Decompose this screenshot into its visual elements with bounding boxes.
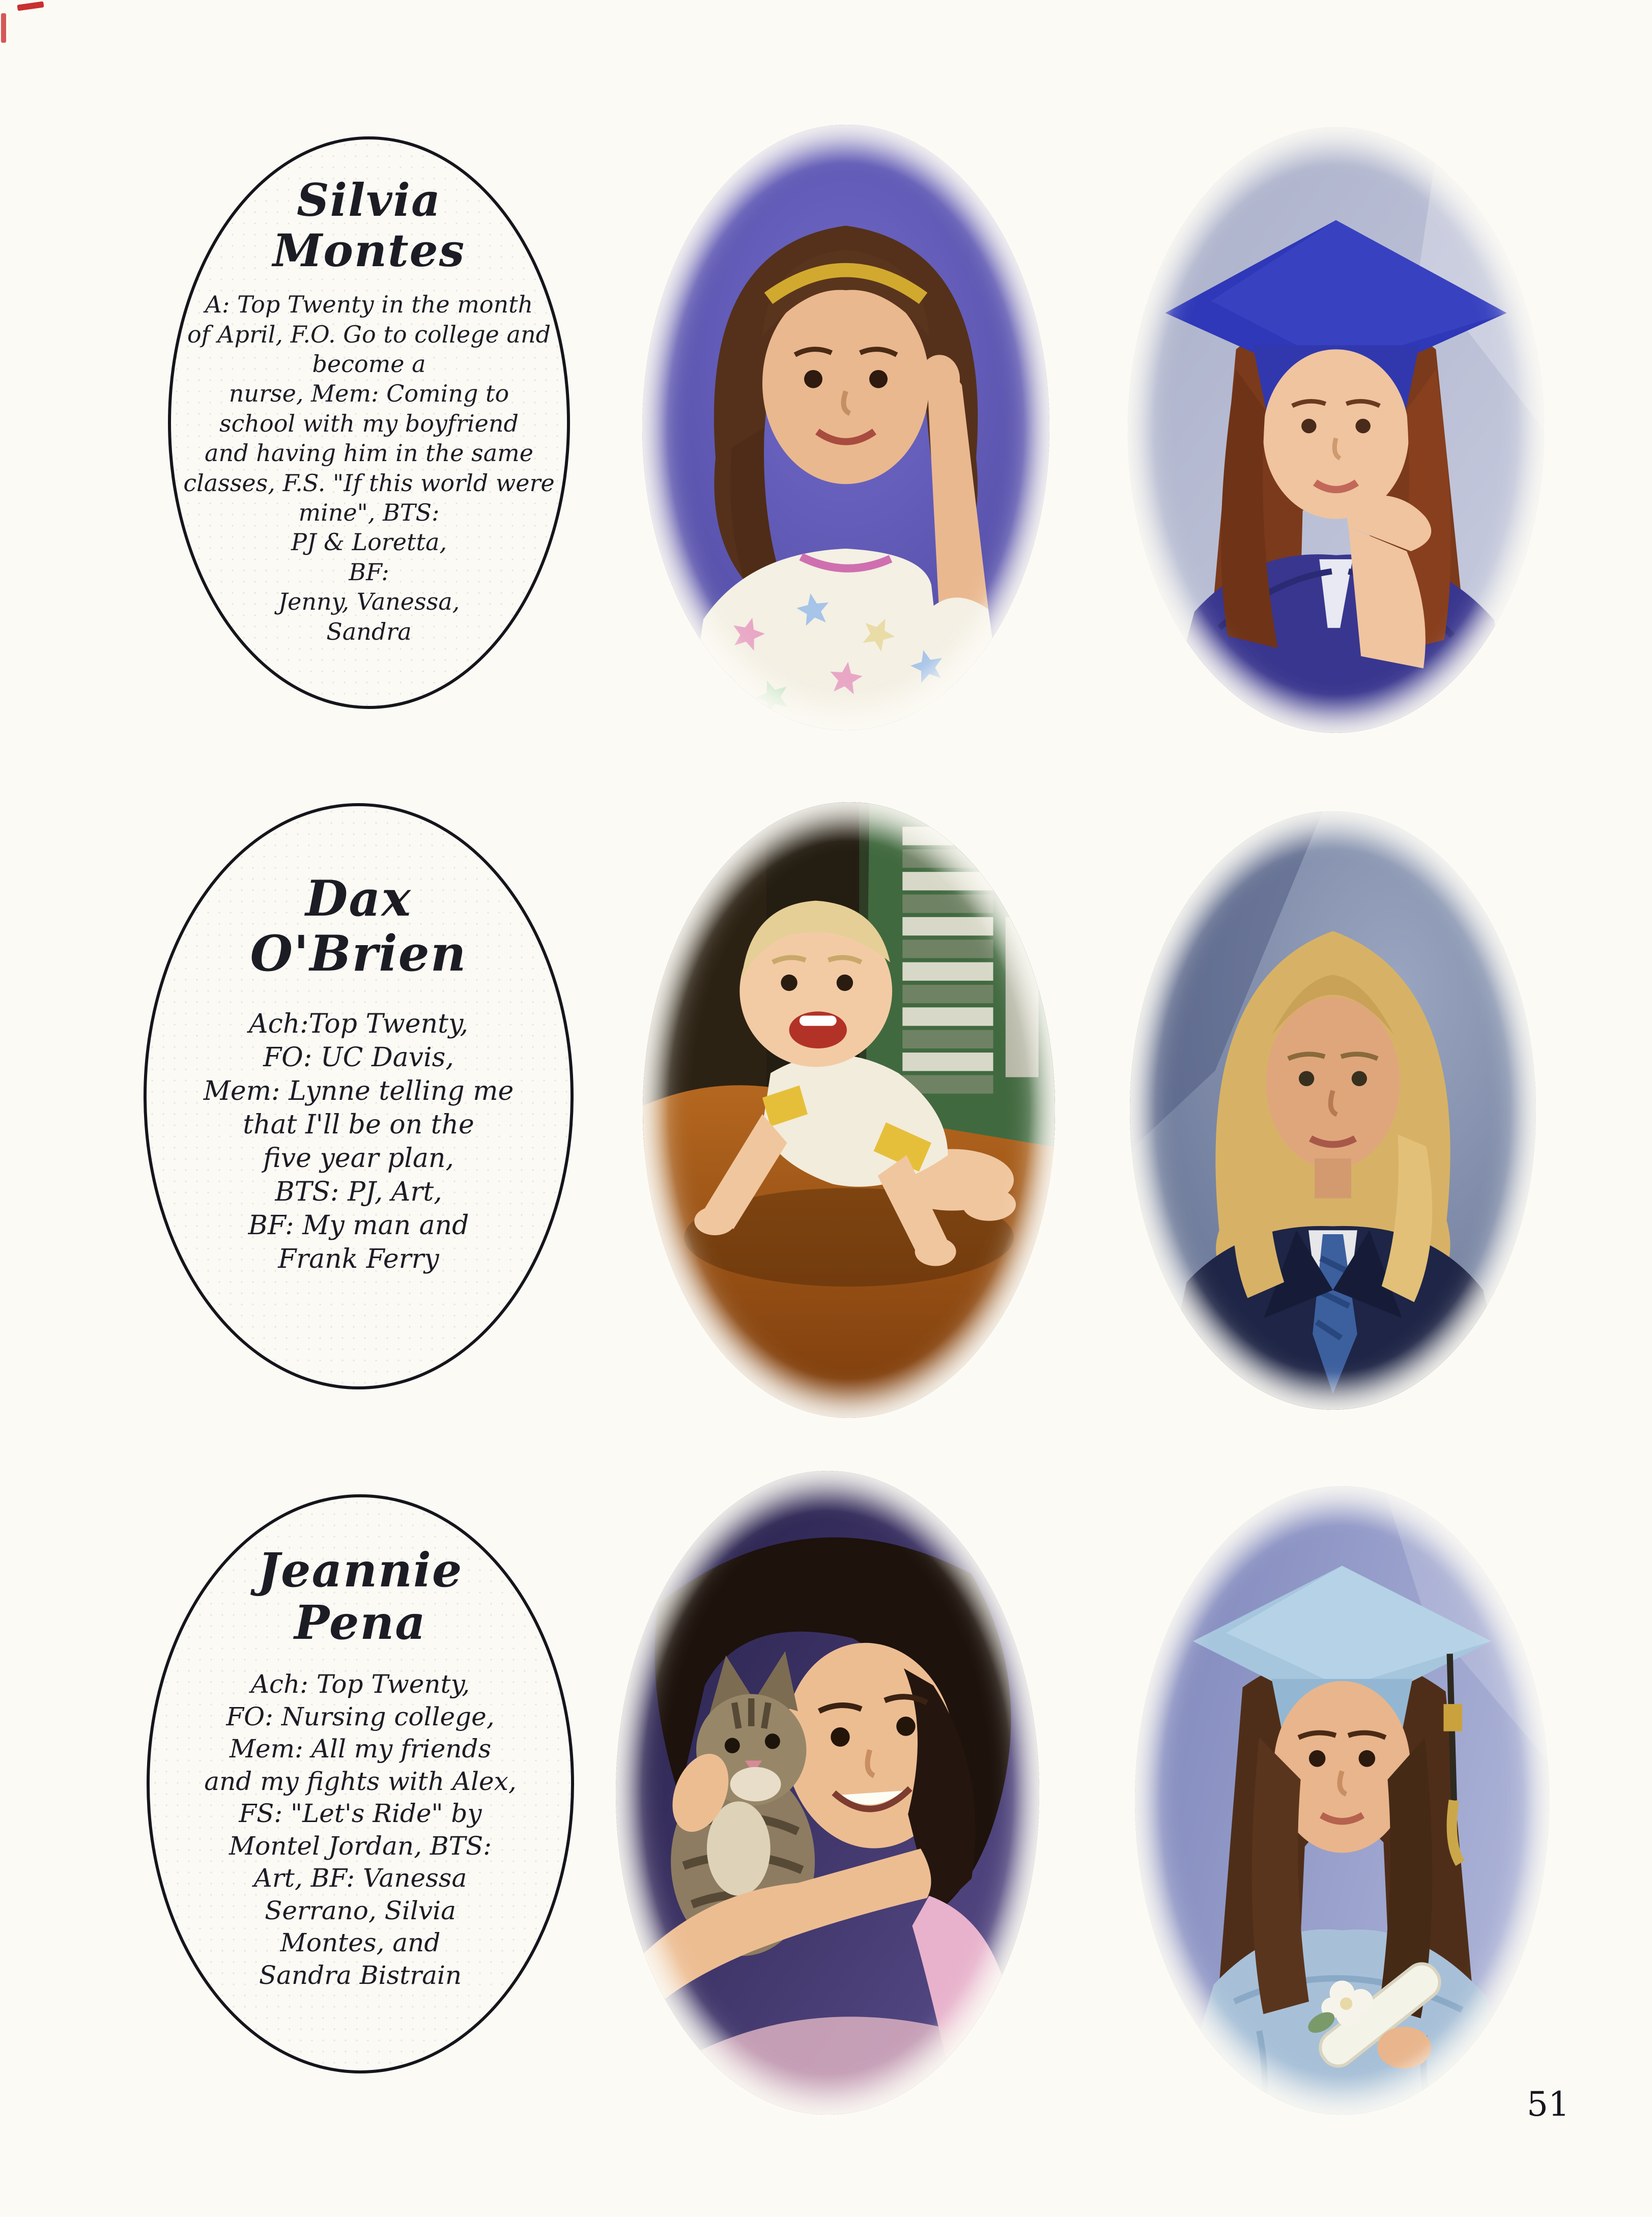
photo-silvia-senior [1128,127,1544,733]
childhood-photo-illustration [642,125,1049,730]
bio-line: that I'll be on the [243,1110,474,1141]
senior-photo-illustration [1128,127,1544,733]
bio-line: BTS: PJ, Art, [275,1177,442,1208]
student-name-line: O'Brien [250,924,467,982]
childhood-photo-illustration [643,802,1055,1418]
bio-line: Mem: Lynne telling me [203,1076,514,1107]
scan-artifact [1,13,6,43]
student-name [273,175,465,275]
photo-jeannie-senior [1135,1486,1549,2115]
bio-line: Ach: Top Twenty, [250,1669,470,1699]
bio-line: BF: [349,558,389,586]
bio-line: Ach:Top Twenty, [249,1009,468,1040]
bio-line: mine", BTS: [298,498,440,526]
student-name-line: Jeannie [258,1543,463,1598]
student-name-line: Dax [305,870,412,927]
bio-line: Serrano, Silvia [265,1895,456,1925]
bio-line: PJ & Loretta, [291,528,447,556]
bio-line: become a [312,350,426,378]
bio-line: and my fights with Alex, [204,1766,517,1796]
bio-line: Sandra [326,617,412,645]
photo-silvia-child [642,125,1049,730]
bio-line: FS: "Let's Ride" by [239,1799,482,1829]
childhood-photo-illustration [616,1471,1039,2115]
bio-line: Art, BF: Vanessa [253,1863,467,1893]
bio-line: Frank Ferry [278,1244,439,1275]
bio-oval-silvia-montes [168,136,570,709]
student-name-line: Pena [294,1595,426,1651]
photo-jeannie-child [616,1471,1039,2115]
bio-line: of April, F.O. Go to college and [187,320,551,348]
student-name-line: Montes [272,223,466,277]
bio-line: nurse, Mem: Coming to [229,380,509,408]
bio-line: school with my boyfriend [219,409,519,437]
student-name [258,1544,463,1649]
page-number: 51 [1527,2085,1570,2124]
photo-dax-child [643,802,1055,1418]
bio-line: FO: Nursing college, [226,1701,495,1731]
bio-line: classes, F.S. "If this world were [183,469,555,497]
bio-oval-jeannie-pena [147,1494,574,2073]
bio-line: Montes, and [280,1928,441,1958]
photo-dax-senior [1130,811,1536,1410]
bio-line: FO: UC Davis, [263,1042,454,1073]
senior-photo-illustration [1130,811,1536,1410]
senior-photo-illustration [1135,1486,1549,2115]
bio-line: Jenny, Vanessa, [278,588,460,616]
scan-artifact [17,1,44,11]
bio-line: Mem: All my friends [229,1734,492,1764]
bio-line: BF: My man and [248,1210,469,1241]
bio-line: and having him in the same [205,439,533,467]
bio-line: Sandra Bistrain [259,1960,462,1990]
bio-oval-dax-obrien [144,803,574,1389]
student-name [250,871,467,981]
bio-line: five year plan, [263,1143,454,1174]
bio-line: A: Top Twenty in the month [205,291,533,319]
student-name-line: Silvia [296,174,441,226]
bio-line: Montel Jordan, BTS: [229,1831,492,1861]
